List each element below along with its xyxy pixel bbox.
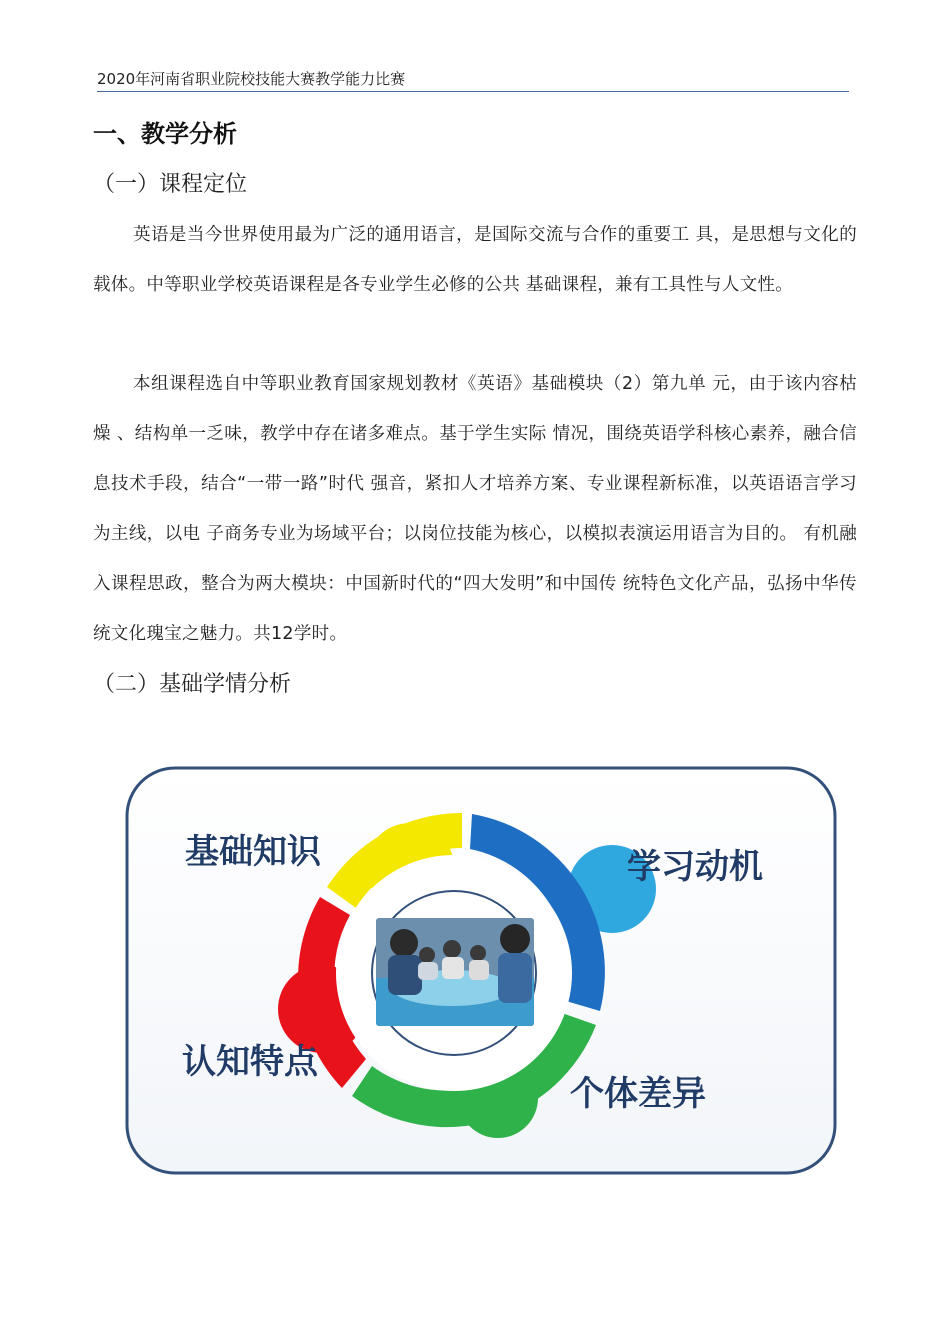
learner-analysis-diagram <box>122 763 840 1178</box>
paragraph-course-content: 本组课程选自中等职业教育国家规划教材《英语》基础模块（2）第九单 元，由于该内容枯燥 、结构单一乏味，教学中存在诸多难点。基于学生实际 情况，围绕英语学科核心素养，融合信息技术手段，结合“一带一路”时代 强音，紧扣人才培养方案、专业课程新标准，以英语语言学习为主线，以电 子商务专业为场域平台；以岗位技能为核心，以模拟表演运用语言为目的。 有机融入课程思政，整合为两大模块：中国新时代的“四大发明”和中国传 统特色文化产品，弘扬中华传统文化瑰宝之魅力。共12学时。 <box>93 374 857 644</box>
label-individual-differences: 个体差异 <box>570 1074 706 1114</box>
header-title: 2020年河南省职业院校技能大赛教学能力比赛 <box>97 70 406 88</box>
label-cognitive-traits: 认知特点 <box>182 1042 318 1082</box>
paragraph-course-intro: 英语是当今世界使用最为广泛的通用语言，是国际交流与合作的重要工 具，是思想与文化的载体。中等职业学校英语课程是各专业学生必修的公共 基础课程，兼有工具性与人文性。 <box>93 225 857 295</box>
section-title: 一、教学分析 <box>93 120 237 148</box>
label-learning-motivation: 学习动机 <box>627 847 763 887</box>
label-basic-knowledge: 基础知识 <box>185 832 321 872</box>
subsection-title-course-position: （一）课程定位 <box>93 172 248 197</box>
subsection-title-learner-analysis: （二）基础学情分析 <box>93 672 292 697</box>
diagram-svg <box>122 763 840 1178</box>
classroom-photo <box>376 918 534 1026</box>
page-header <box>97 69 849 92</box>
